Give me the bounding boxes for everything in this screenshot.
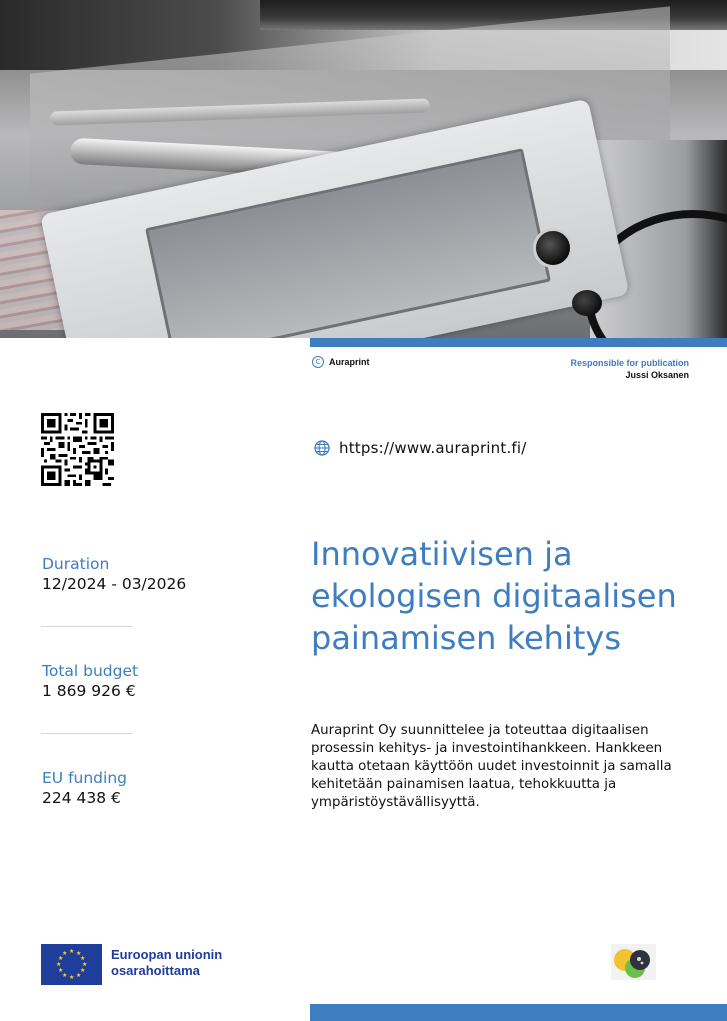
- project-title: Innovatiivisen ja ekologisen digitaalisen painamisen kehitys: [311, 535, 677, 657]
- eu-text-line1: Euroopan unionin: [111, 947, 223, 962]
- responsible-for-publication: [570, 357, 689, 381]
- globe-icon: [314, 440, 330, 456]
- responsible-person: Jussi Oksanen: [625, 370, 689, 380]
- hero-photo: [0, 0, 727, 338]
- eu-flag-icon: ★ ★ ★ ★ ★ ★ ★ ★ ★ ★ ★ ★: [41, 944, 102, 985]
- divider: [41, 626, 132, 627]
- website-link[interactable]: https://www.auraprint.fi/: [339, 439, 527, 457]
- project-description: Auraprint Oy suunnittelee ja toteuttaa digitaalisen prosessin kehitys- ja investointihankkeen. Hankkeen kautta otetaan käyttöön uudet investoinnit ja samalla kehitetään painamisen laatua, tehokkuutta ja ympäristöystävällisyyttä.: [311, 723, 672, 810]
- duration-value: 12/2024 - 03/2026: [42, 575, 187, 593]
- eu-text-line2: osarahoittama: [111, 963, 200, 978]
- qr-code[interactable]: [41, 413, 114, 486]
- copyright-icon: C: [312, 356, 324, 368]
- eu-funding-value: 224 438 €: [42, 789, 121, 807]
- website-row: [314, 439, 527, 457]
- eu-cofunded-emblem: [41, 944, 222, 985]
- partner-logo: [611, 944, 656, 980]
- eu-funding-label: EU funding: [42, 769, 127, 787]
- accent-bar-top: [310, 338, 727, 347]
- duration-block: [42, 555, 186, 593]
- eu-funding-block: [42, 769, 127, 807]
- copyright-holder: Auraprint: [329, 357, 370, 367]
- copyright-line: [312, 356, 370, 368]
- duration-label: Duration: [42, 555, 110, 573]
- responsible-label: Responsible for publication: [570, 358, 689, 368]
- accent-bar-bottom: [310, 1004, 727, 1021]
- divider: [41, 733, 132, 734]
- budget-value: 1 869 926 €: [42, 682, 136, 700]
- budget-label: Total budget: [42, 662, 139, 680]
- budget-block: [42, 662, 138, 700]
